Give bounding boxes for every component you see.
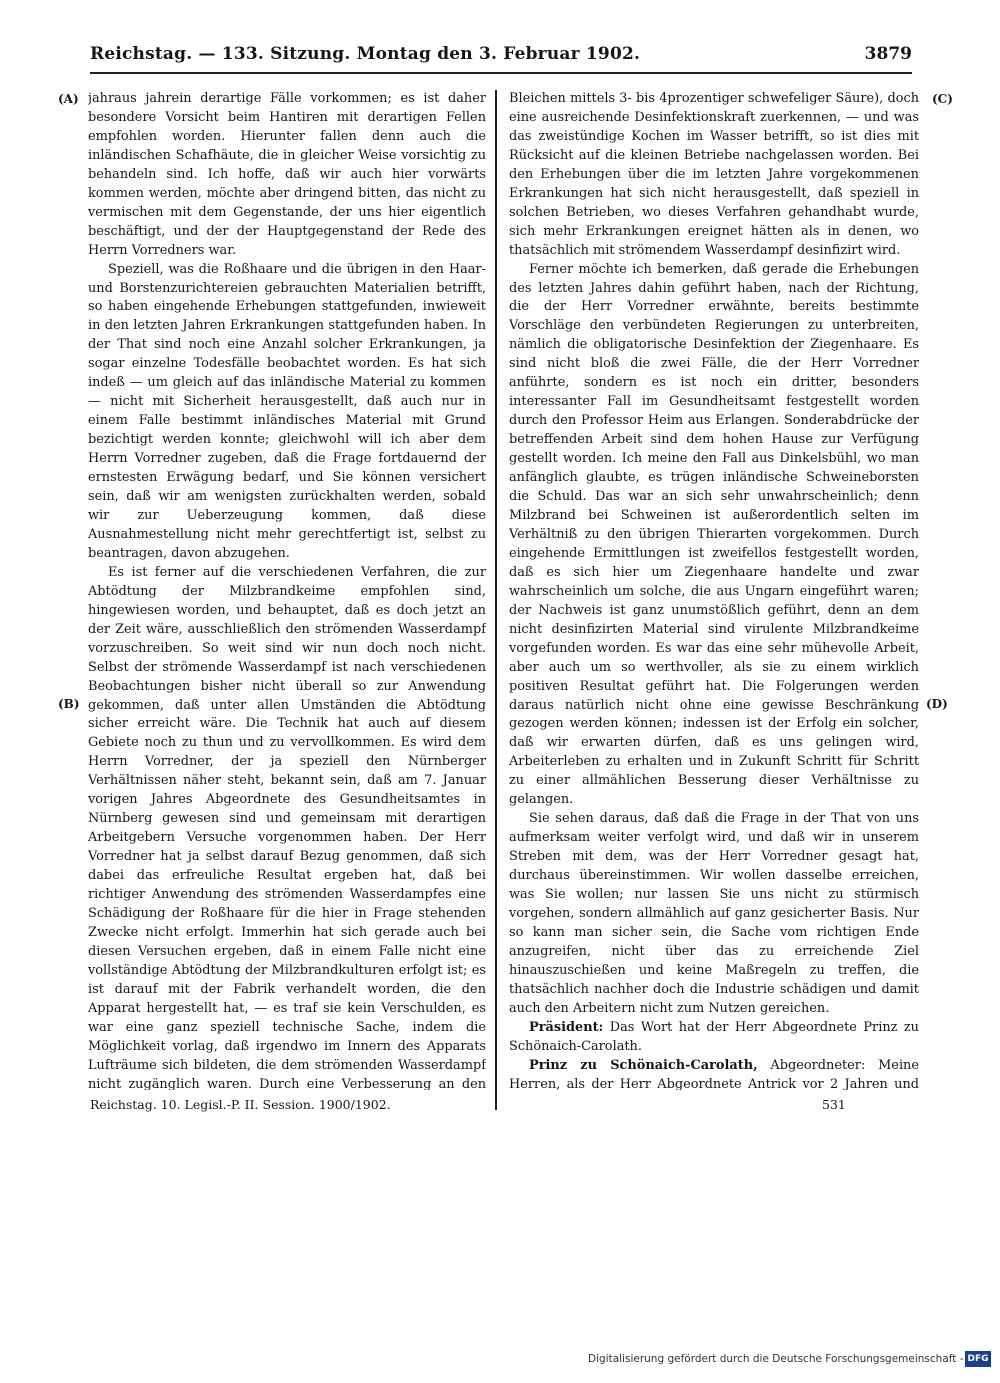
right-column [509, 90, 919, 1090]
paragraph-text: Ferner möchte ich bemerken, daß gerade die Erhebungen des letzten Jahres dahin geführt haben, nach der Richtung, die der Herr Vorredner erwähnte, bereits bestimmte Vorschläge den verbündeten Regierungen zu unterbreiten, nämlich die obligatorische Desinfektion der Ziegenhaare. Es sind nicht bloß die zwei Fälle, die der Herr Vorredner anführte, sondern es ist noch ein dritter, besonders interessanter Fall im Gesundheitsamt festgestellt worden durch den Professor Heim aus Erlangen. Sonderabdrücke der betreffenden Arbeit sind dem hohen Hause zur Verfügung gestellt worden. Ich meine den Fall aus Dinkelsbühl, wo man anfänglich glaubte, es trügen inländische Schweineborsten die Schuld. Das war an sich sehr unwahrscheinlich; denn Milzbrand bei Schweinen ist außerordentlich selten im Verhältniß zu den übrigen Thierarten vorgekommen. Durch eingehende Ermittlungen ist zweifellos festgestellt worden, daß es sich hier um Ziegenhaare handelte und zwar wahrscheinlich um solche, die aus Ungarn eingeführt waren; der Nachweis ist ganz unumstößlich geführt, denn an dem nicht desinfizirten Material sind virulente Milzbrandkeime vorgefunden worden. Es war das eine sehr mühevolle Arbeit, aber auch um so werthvoller, als sie zu einem wirklich positiven Resultat geführt hat. Die Folgerungen werden daraus natürlich nicht ohne eine gewisse Beschränkung gezogen werden können; indessen ist der Erfolg ein solcher, daß wir erwarten dürfen, daß es uns gelingen wird, Arbeiterleben zu erhalten und in Zukunft Schritt für Schritt zu einer allmählichen Besserung dieser Verhältnisse zu gelangen. [509, 261, 919, 808]
margin-marker-c: (C) [932, 92, 953, 106]
page-footer: Reichstag. 10. Legisl.-P. II. Session. 1900/1902. [90, 1097, 391, 1112]
dfg-logo: DFG [965, 1351, 991, 1367]
left-paragraph: Speziell, was die Roßhaare und die übrigen in den Haar- und Borstenzurichtereien gebrauchten Materialien betrifft, so haben eingehende Erhebungen stattgefunden, inwieweit in den letzten Jahren Erkrankungen stattgefunden haben. In der That sind noch eine Anzahl solcher Erkrankungen, ja sogar einzelne Todesfälle beobachtet worden. Es hat sich indeß — um gleich auf das inländische Material zu kommen — nicht mit Sicherheit herausgestellt, daß auch nur in einem Falle bestimmt inländisches Material mit Grund bezichtigt werden konnte; gleichwohl will ich aber dem Herrn Vorredner zugeben, daß die Frage fortdauernd der ernstesten Erwägung bedarf, und Sie können versichert sein, daß wir am wenigsten zurückhalten werden, sobald wir zur Ueberzeugung kommen, daß diese Ausnahmestellung nicht mehr gerechtfertigt ist, selbst zu beantragen, davon abzugehen. [88, 261, 486, 561]
paragraph-text: Sie sehen daraus, daß daß die Frage in der That von uns aufmerksam weiter verfolgt wird, und daß wir in unserem Streben mit dem, was der Herr Vorredner gesagt hat, durchaus übereinstimmen. Wir wollen dasselbe erreichen, was Sie wollen; nur lassen Sie uns nicht zu stürmisch vorgehen, sondern allmählich auf ganz gesicherter Basis. Nur so kann man sicher sein, die Sache vom richtigen Ende anzugreifen, nicht über das zu erreichende Ziel hinauszuschießen und keine Maßregeln zu treffen, die thatsächlich nachher doch die Industrie schädigen und damit auch den Arbeitern nicht zum Nutzen gereichen. [509, 811, 919, 1016]
left-paragraph: jahraus jahrein derartige Fälle vorkommen; es ist daher besondere Vorsicht beim Hantiren mit derartigen Fellen empfohlen worden. Hierunter fallen denn auch die inländischen Schafhäute, die in gleicher Weise vorsichtig zu behandeln sind. Ich hoffe, daß wir auch hier vorwärts kommen werden, möchte aber dringend bitten, das nicht zu vermischen mit dem Gegenstande, der uns hier eigentlich beschäftigt, und der der Hauptgegenstand der Rede des Herrn Vorredners war. [88, 91, 486, 258]
header-rule [90, 72, 912, 74]
page-number: 3879 [864, 44, 912, 64]
column-divider [495, 90, 497, 1110]
paragraph-text: Abgeordneter: Meine Herren, als der Herr Abgeordnete Antrick vor 2 Jahren und [509, 1057, 919, 1090]
sheet-number: 531 [822, 1097, 846, 1112]
paragraph-text: Bleichen mittels 3- bis 4prozentiger schwefeliger Säure), doch eine ausreichende Desinfektionskraft zuerkennen, — und was das zweistündige Kochen im Wasser betrifft, so ist dies mit Rücksicht auf die kleinen Betriebe nachgelassen worden. Bei den Erhebungen über die im letzten Jahre vorgekommenen Erkrankungen hat sich nicht herausgestellt, daß speziell in solchen Betrieben, wo dieses Verfahren gehandhabt wurde, sich mehr Erkrankungen ereignet hätten als in denen, wo thatsächlich mit strömendem Wasserdampf desinfizirt wird. [509, 91, 919, 258]
margin-marker-d: (D) [926, 697, 948, 711]
margin-marker-b: (B) [58, 697, 80, 711]
right-paragraph [509, 261, 919, 811]
speech-paragraph-president [509, 1019, 919, 1057]
running-head: Reichstag. — 133. Sitzung. Montag den 3. Februar 1902. [90, 44, 641, 64]
right-paragraph [509, 810, 919, 1018]
attribution-text: Digitalisierung gefördert durch die Deutsche Forschungsgemeinschaft - [588, 1353, 964, 1365]
speaker-name: Prinz zu Schönaich-Carolath, [529, 1057, 758, 1073]
speech-paragraph-carolath [509, 1057, 919, 1090]
right-paragraph [509, 90, 919, 261]
left-column [88, 90, 486, 1090]
paragraph-text: Das Wort hat der Herr Abgeordnete Prinz zu Schönaich-Carolath. [509, 1019, 919, 1054]
page-header [90, 44, 912, 68]
left-paragraph: Es ist ferner auf die verschiedenen Verfahren, die zur Abtödtung der Milzbrandkeime empfohlen sind, hingewiesen worden, und behauptet, daß es doch jetzt an der Zeit wäre, ausschließlich den strömenden Wasserdampf vorzuschreiben. So weit sind wir nun doch noch nicht. Selbst der strömende Wasserdampf ist nach verschiedenen Beobachtungen bisher nicht überall so zur Anwendung gekommen, daß unter allen Umständen die Abtödtung sicher erreicht wäre. Die Technik hat auch auf diesem Gebiete noch zu thun und zu vervollkommen. Es wird dem Herrn Vorredner, der ja speziell den Nürnberger Verhältnissen näher steht, bekannt sein, daß am 7. Januar vorigen Jahres Abgeordnete des Gesundheitsamtes in Nürnberg gewesen sind und gemeinsam mit derartigen Arbeitgebern Versuche vorgenommen haben. Der Herr Vorredner hat ja selbst darauf Bezug genommen, daß sich dabei das erfreuliche Resultat ergeben hat, daß bei richtiger Anwendung des strömenden Wasserdampfes eine Schädigung der Roßhaare für die hier in Frage stehenden Zwecke nicht erfolgt. Immerhin hat sich gerade auch bei diesen Versuchen ergeben, daß in einem Falle nicht eine vollständige Abtödtung der Milzbrandkulturen erfolgt ist; es ist darauf mit der Fabrik verhandelt worden, die den Apparat hergestellt hat, — es traf sie kein Verschulden, es war eine ganz speziell technische Sache, indem die Möglichkeit vorlag, daß irgendwo im Innern des Apparats Lufträume sich bildeten, die dem strömenden Wasserdampf nicht zugänglich waren. Durch eine Verbesserung an den [88, 564, 486, 1090]
margin-marker-a: (A) [58, 92, 79, 106]
speaker-name: Präsident: [529, 1019, 604, 1035]
